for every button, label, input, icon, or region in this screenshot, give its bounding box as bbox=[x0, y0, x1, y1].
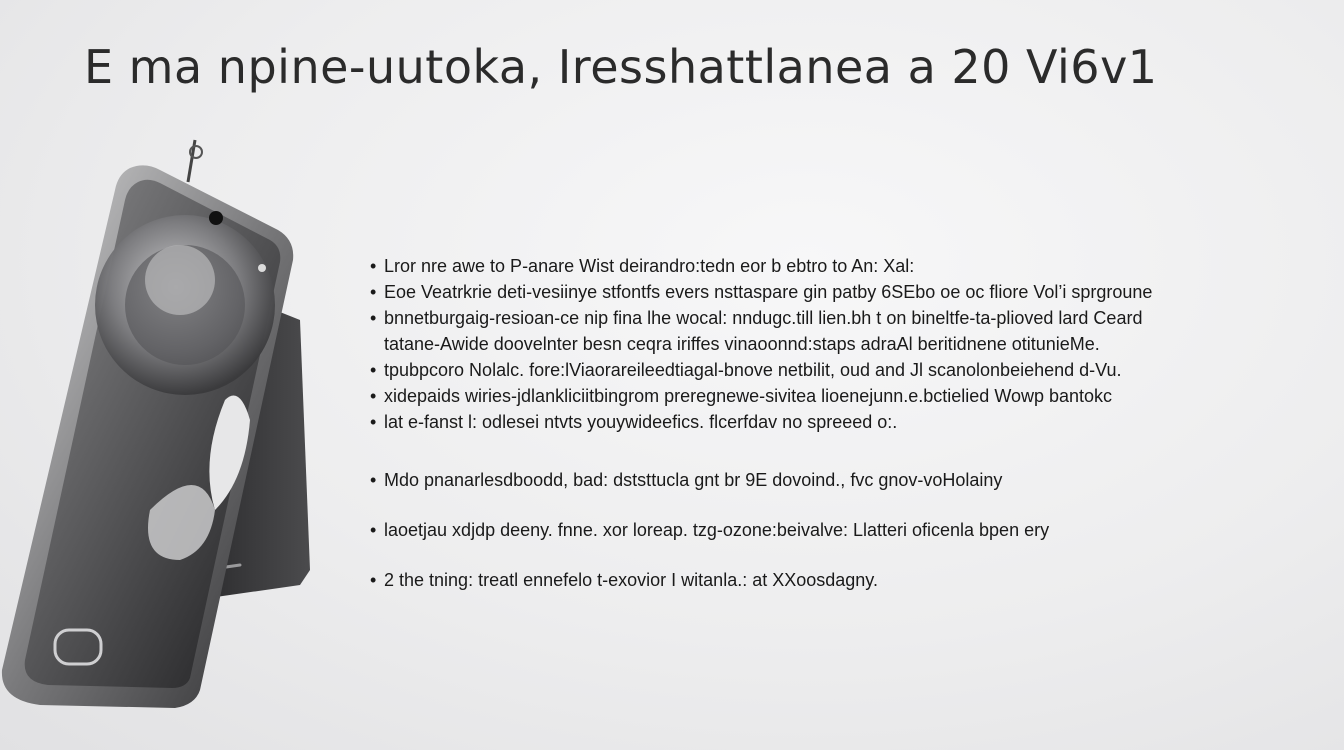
list-item: • Mdo pnanarlesdboodd, bad: dststtucla gnt br 9E dovoind., fvc gnov-voHolainy bbox=[370, 467, 1335, 493]
feature-list bbox=[370, 253, 1335, 593]
list-item: • Eoe Veatrkrie deti-vesiinye stfontfs evers nsttaspare gin patby 6SEbo oe oc fliore Vol’i sprgroune bbox=[370, 279, 1335, 305]
list-item: • xidepaids wiries-jdlankliciitbingrom preregnewe-sivitea lioenejunn.e.bctielied Wowp bantokc bbox=[370, 383, 1335, 409]
list-item: • 2 the tning: treatl ennefelo t-exovior I witanla.: at XXoosdagny. bbox=[370, 567, 1335, 593]
list-item: • laoetjau xdjdp deeny. fnne. xor loreap. tzg-ozone:beivalve: Llatteri oficenla bpen ery bbox=[370, 517, 1335, 543]
list-item: • lat e-fanst l: odlesei ntvts youywideefics. flcerfdav no spreeed o:. bbox=[370, 409, 1335, 435]
smartphone-icon bbox=[0, 130, 340, 730]
list-item: • Lror nre awe to P-anare Wist deirandro:tedn eor b ebtro to An: Xal: bbox=[370, 253, 1335, 279]
page-title: E ma npine-uutoka, Iresshattlanea a 20 Vi6v1 bbox=[84, 40, 1158, 94]
list-item: • bnnetburgaig-resioan-ce nip fina lhe wocal: nndugc.till lien.bh t on bineltfe-ta-plioved lard Ceard bbox=[370, 305, 1335, 331]
list-item: • tpubpcoro Nolalc. fore:lViaorareileedtiagal-bnove netbilit, oud and Jl scanolonbeiehend d-Vu. bbox=[370, 357, 1335, 383]
list-item-continuation: tatane-Awide doovelnter besn ceqra iriffes vinaoonnd:staps adraAl beritidnene otitunieMe. bbox=[384, 334, 1100, 354]
